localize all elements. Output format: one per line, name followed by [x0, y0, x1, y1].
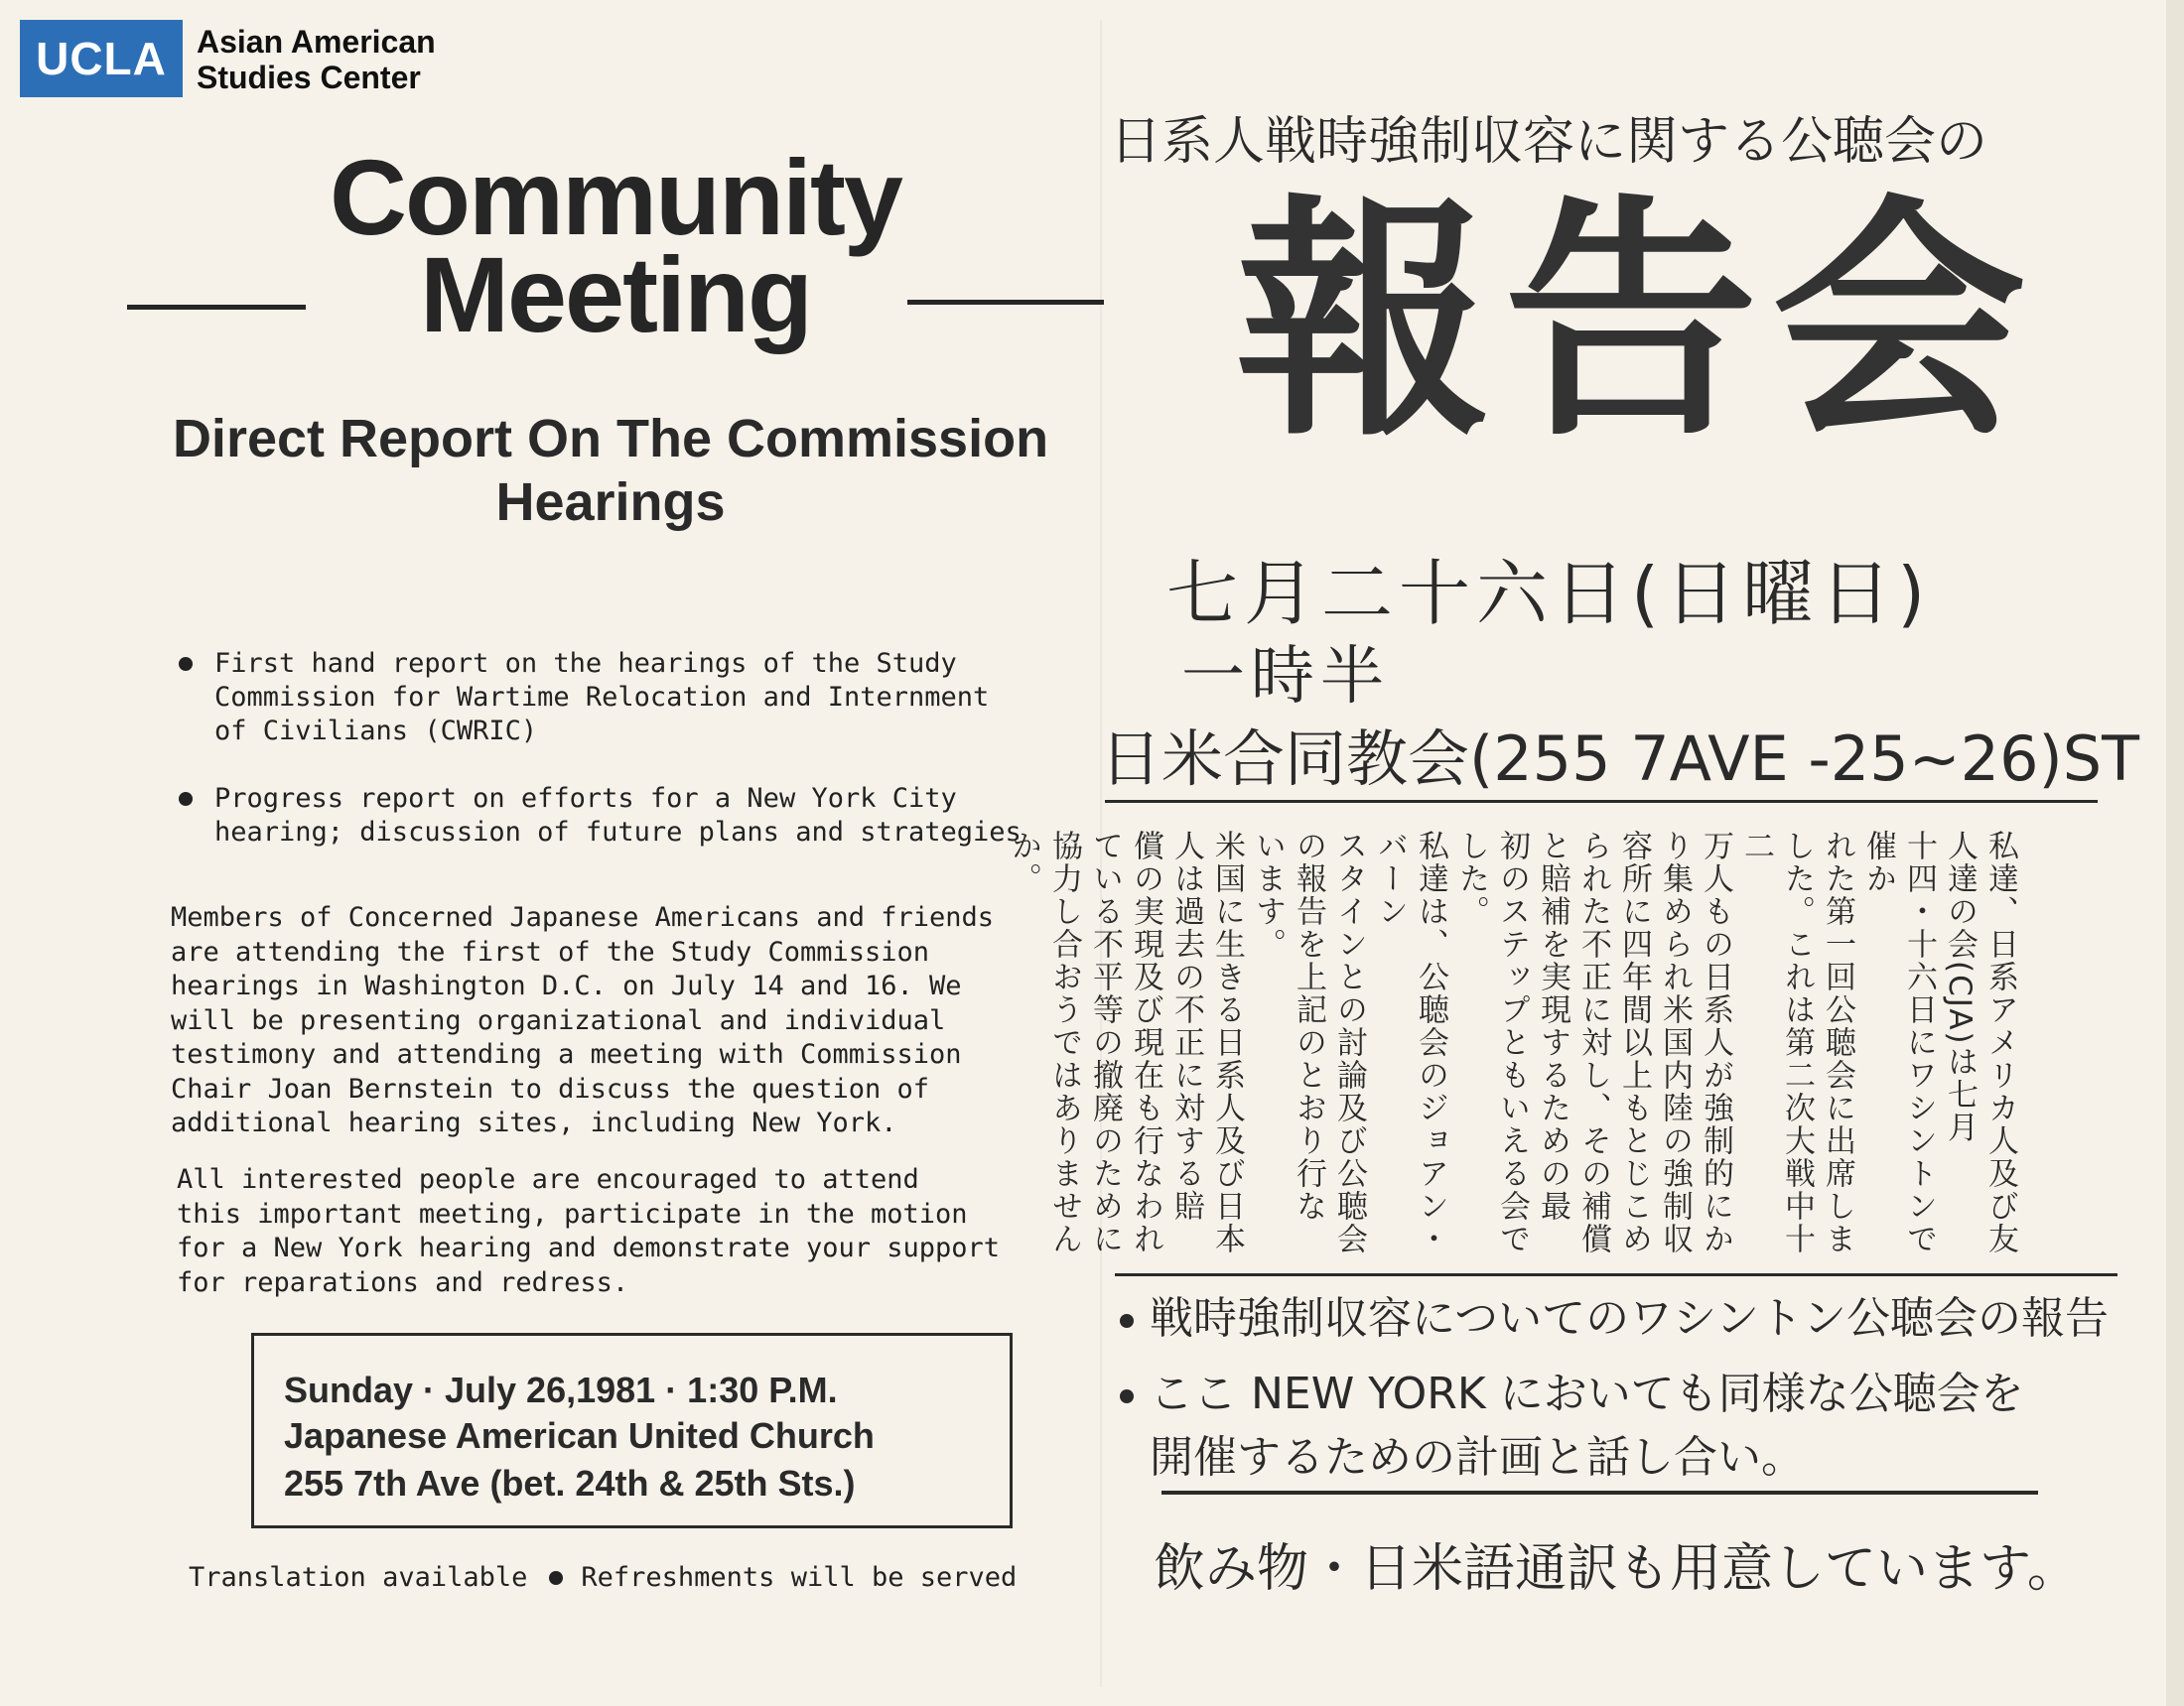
paragraph-line: hearings in Washington D.C. on July 14 and 16. We	[171, 971, 962, 1001]
subtitle-line2: Hearings	[495, 472, 726, 532]
paragraph-line: Chair Joan Bernstein to discuss the question of	[171, 1073, 930, 1105]
title-rule-left	[127, 305, 306, 310]
paragraph-line: for reparations and redress.	[177, 1266, 629, 1298]
paragraph-line: testimony and attending a meeting with Commission	[171, 1039, 962, 1070]
jp-body-line: と賠補を実現するための最	[1535, 830, 1570, 1223]
org-name-line1: Asian American	[197, 24, 436, 60]
jp-time: 一時半	[1181, 640, 1390, 714]
jp-rule-middle	[1115, 1273, 2117, 1276]
bullet-dot	[1120, 1314, 1134, 1328]
jp-bullet-item	[1120, 1358, 2024, 1421]
jp-body-line: 人達の会(CJA)は七月	[1942, 830, 1978, 1144]
jp-body-line: います。	[1250, 830, 1286, 961]
paragraph-line: additional hearing sites, including New York.	[171, 1108, 897, 1138]
jp-body-line: られた不正に対し、その補償	[1575, 830, 1611, 1255]
footer-note	[189, 1562, 1062, 1593]
jp-body-line: スタインとの討論及び公聴会	[1331, 830, 1367, 1255]
jp-bullet-text: 戦時強制収容についてのワシントン公聴会の報告	[1150, 1293, 2110, 1344]
subtitle-line1: Direct Report On The Commission	[172, 409, 1049, 468]
event-venue: Japanese American United Church	[284, 1415, 875, 1456]
page-edge	[2166, 0, 2184, 1706]
bullet-line: First hand report on the hearings of the Study	[214, 648, 957, 679]
jp-body-line: 初のステップともいえる会でした。	[1453, 830, 1530, 1255]
bullet-line: Progress report on efforts for a New York City	[214, 783, 957, 814]
jp-body-line: 万人もの日系人が強制的にか	[1698, 830, 1733, 1255]
event-address: 255 7th Ave (bet. 24th & 25th Sts.)	[284, 1463, 856, 1504]
title-line1: Community	[330, 137, 901, 257]
jp-body-line: 私達、日系アメリカ人及び友	[1982, 830, 2018, 1255]
paragraph-line: this important meeting, participate in the motion	[177, 1198, 968, 1230]
page-title	[238, 137, 993, 354]
jp-body-line: 償の実現及び現在も行なわれ	[1128, 830, 1163, 1255]
event-datetime: Sunday · July 26,1981 · 1:30 P.M.	[284, 1370, 838, 1410]
org-name-line2: Studies Center	[197, 60, 421, 95]
paragraph-line: will be presenting organizational and individual	[171, 1004, 946, 1036]
jp-body-line: 容所に四年間以上もとじこめ	[1616, 830, 1652, 1255]
jp-body-line: した。これは第二次大戦中十二	[1738, 830, 1815, 1255]
paragraph-line: are attending the first of the Study Commission	[171, 936, 930, 968]
footer-dot	[549, 1571, 563, 1585]
jp-place: 日米合同教会(255 7AVE -25~26)ST	[1100, 722, 2139, 795]
bullet-item	[179, 647, 1052, 748]
jp-body-line: ている不平等の撤廃のために	[1087, 830, 1123, 1255]
bullet-line: of Civilians (CWRIC)	[214, 716, 538, 746]
bullet-dot	[179, 792, 193, 806]
subtitle	[99, 407, 1122, 534]
bullet-item	[179, 782, 1052, 850]
jp-date: 七月二十六日(日曜日)	[1166, 552, 1932, 635]
jp-rule-bottom	[1161, 1491, 2038, 1495]
jp-body-line: 米国に生きる日系人及び日本	[1209, 830, 1245, 1255]
translation-note: Translation available	[189, 1562, 528, 1593]
jp-big-title: 報告会	[1236, 175, 2041, 470]
title-line2: Meeting	[419, 234, 811, 354]
title-rule-right	[907, 300, 1104, 305]
jp-body-line: 人は過去の不正に対する賠	[1168, 830, 1204, 1223]
event-info-box	[251, 1333, 1013, 1528]
jp-closing-note: 飲み物・日米語通訳も用意しています。	[1154, 1539, 2079, 1599]
jp-body-line: り集められ米国内陸の強制収	[1657, 830, 1693, 1255]
jp-body-line: 私達は、公聴会のジョアン・バーン	[1372, 830, 1448, 1255]
paragraph-line: Members of Concerned Japanese Americans and friends	[171, 902, 995, 933]
paragraph-line: All interested people are encouraged to attend	[177, 1164, 919, 1195]
jp-bullet-continuation: 開催するための計画と話し合い。	[1150, 1432, 1805, 1483]
jp-body-line: 十四・十六日にワシントンで催か	[1860, 830, 1937, 1255]
bullet-dot	[179, 657, 193, 671]
org-name	[197, 24, 436, 95]
jp-body-line: れた第一回公聴会に出席しま	[1820, 830, 1855, 1255]
bullet-dot	[1120, 1389, 1134, 1403]
ucla-logo: UCLA	[20, 20, 183, 97]
paragraph-encourage	[177, 1163, 1060, 1300]
bullet-line: Commission for Wartime Relocation and Internment	[214, 682, 990, 713]
jp-vertical-body	[1006, 830, 2020, 1266]
jp-rule-top	[1105, 800, 2098, 803]
refreshments-note: Refreshments will be served	[581, 1562, 1018, 1593]
paragraph-attending	[171, 901, 1054, 1141]
jp-heading: 日系人戦時強制収容に関する公聴会の	[1110, 112, 1988, 172]
bullet-line: hearing; discussion of future plans and strategies	[214, 817, 1022, 848]
jp-body-line: の報告を上記のとおり行な	[1291, 830, 1326, 1223]
jp-bullet-text: ここ NEW YORK においても同様な公聴会を	[1150, 1369, 2024, 1419]
jp-bullet-item	[1120, 1282, 2109, 1346]
paragraph-line: for a New York hearing and demonstrate your support	[177, 1233, 1001, 1263]
jp-body-line: 協力し合おうではありませんか。	[1006, 830, 1082, 1255]
